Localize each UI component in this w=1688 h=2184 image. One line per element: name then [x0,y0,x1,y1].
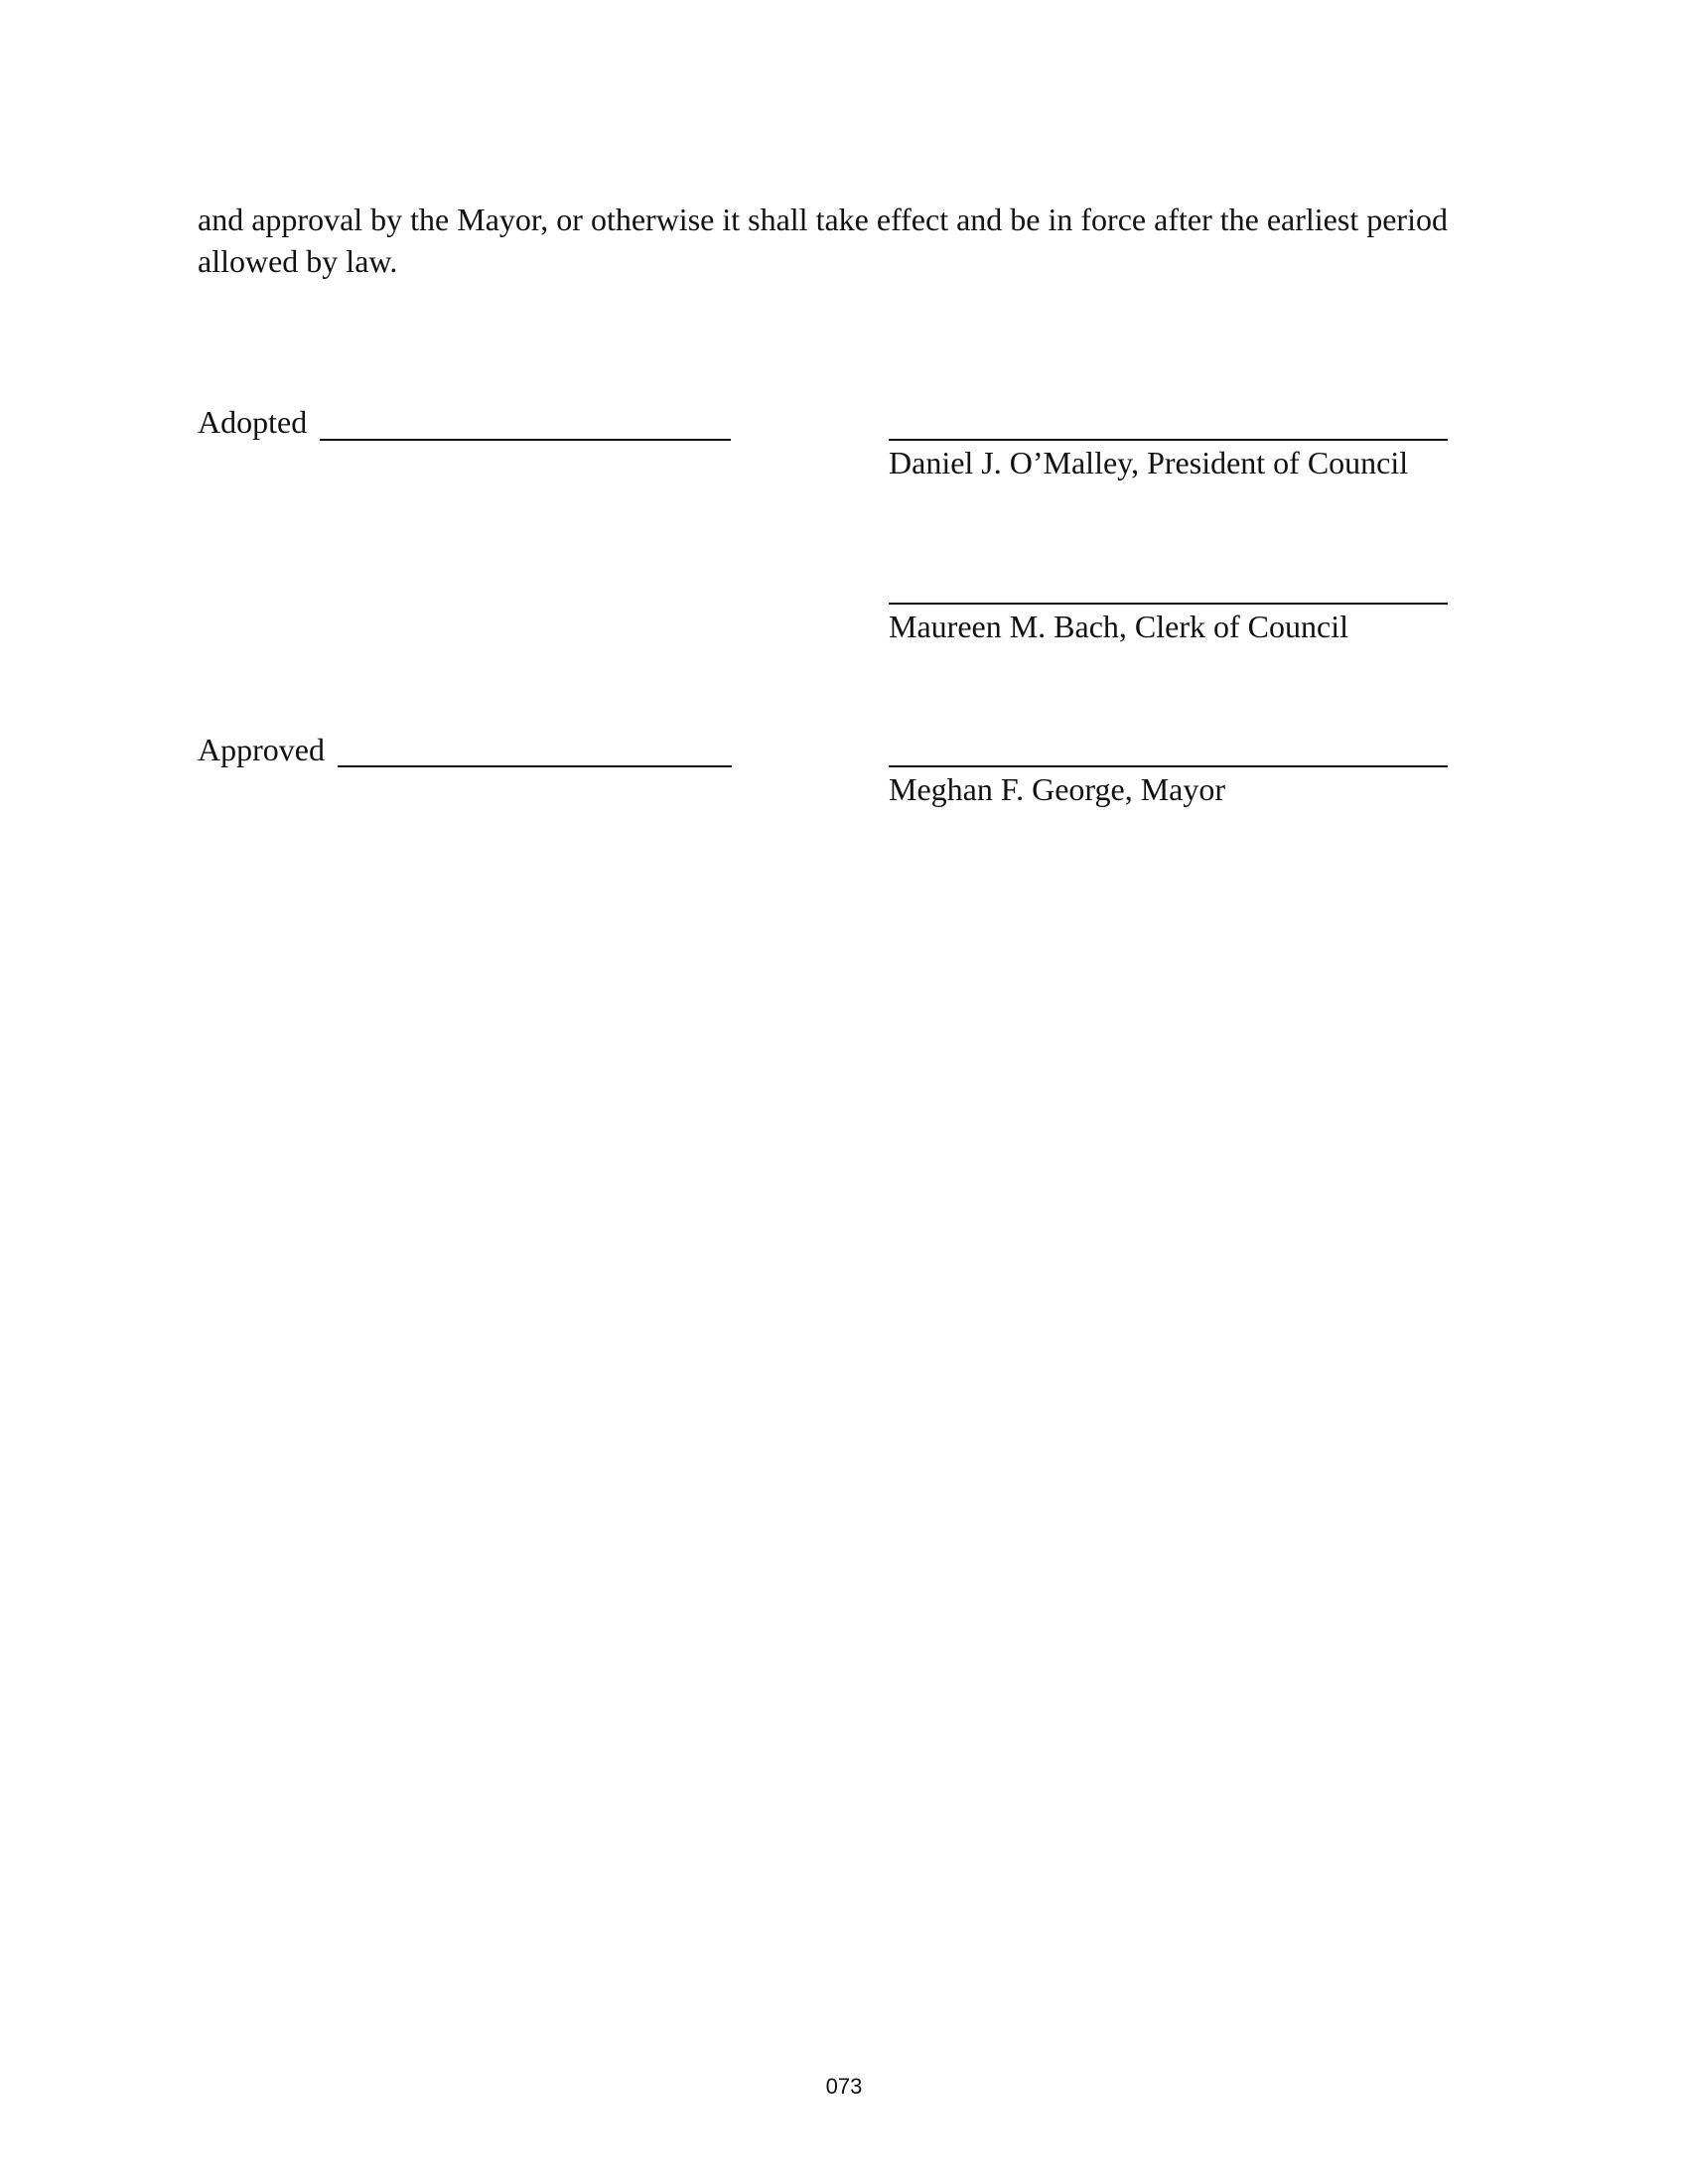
mayor-signature-line [889,765,1448,767]
clerk-signature-line [889,603,1448,605]
body-paragraph-block [198,199,1528,282]
president-name: Daniel J. O’Malley, President of Council [889,445,1409,480]
page-number: 073 [825,2074,863,2099]
adopted-label: Adopted [198,404,308,440]
approved-date-line [338,765,732,767]
clerk-name: Maureen M. Bach, Clerk of Council [889,609,1348,644]
body-paragraph: and approval by the Mayor, or otherwise it shall take effect and be in force after the earliest period allowed by law. [198,202,1448,279]
approved-label: Approved [198,732,325,767]
president-signature-line [889,439,1448,441]
mayor-name: Meghan F. George, Mayor [889,771,1225,807]
adopted-date-line [320,439,731,441]
